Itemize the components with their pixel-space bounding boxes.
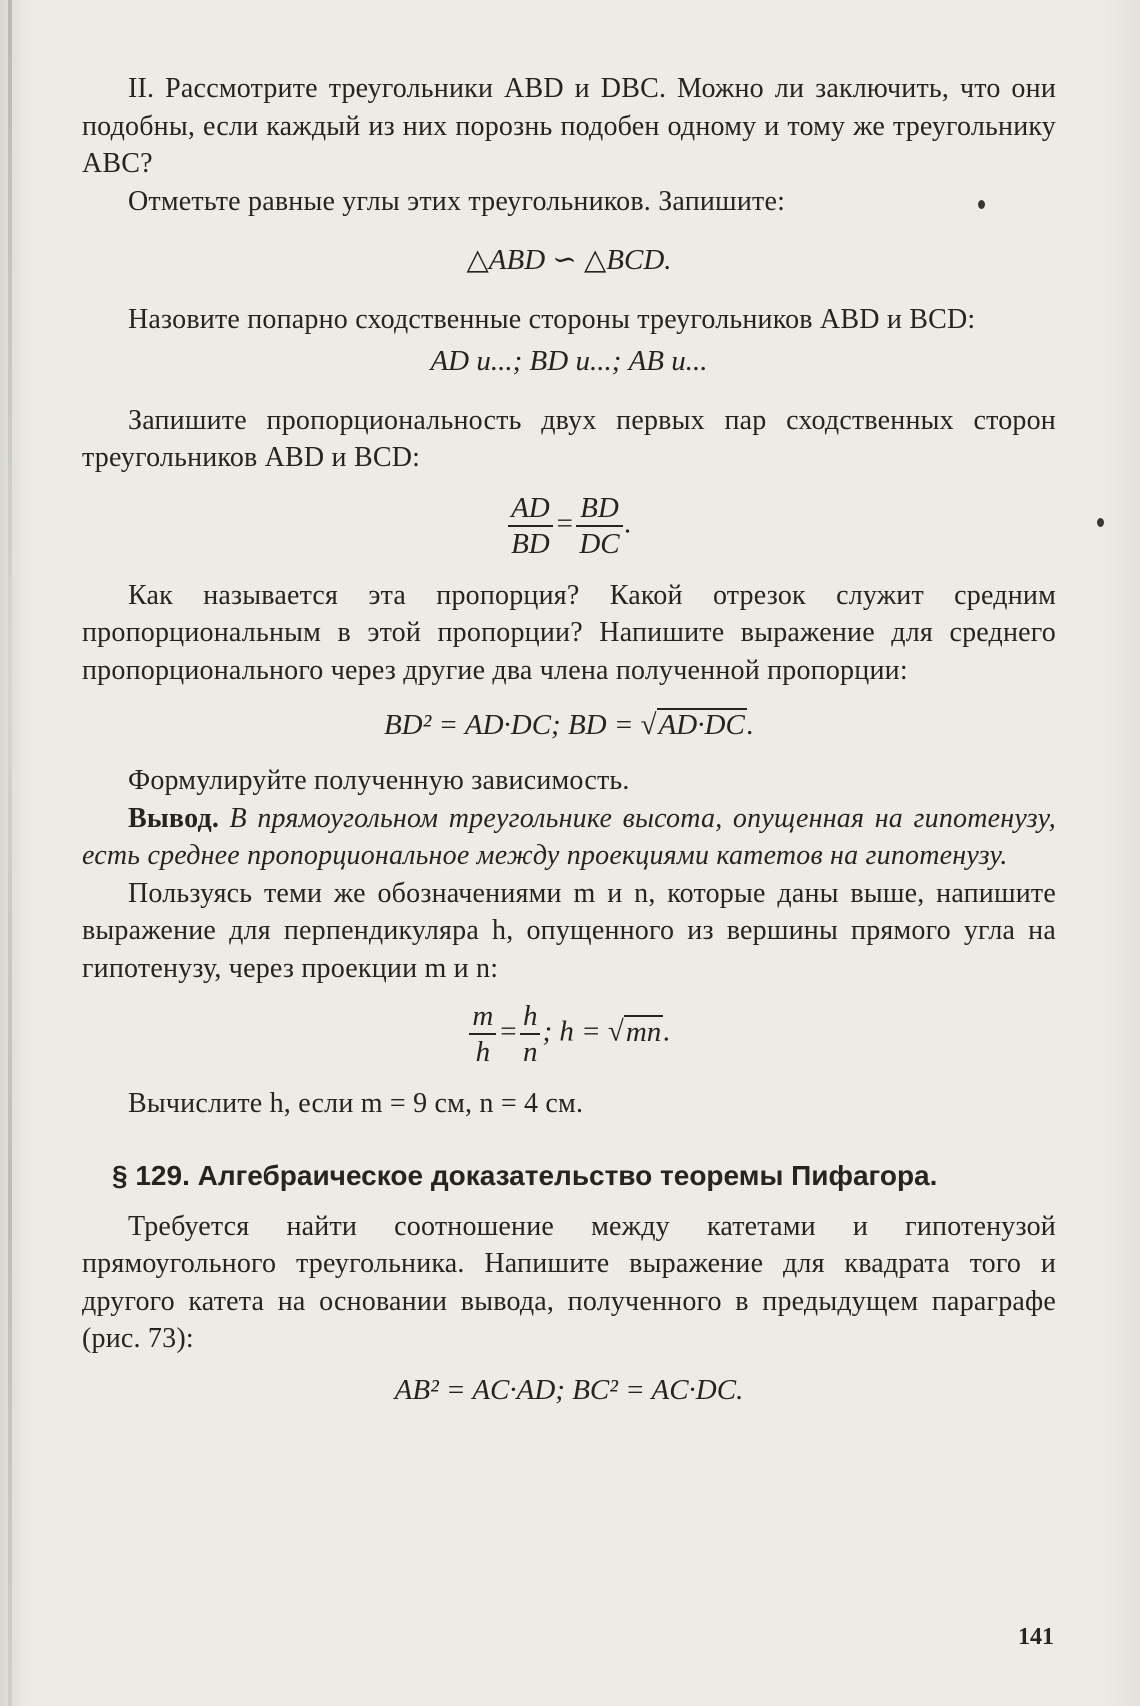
- ink-speck: [1097, 518, 1104, 527]
- page-content: [82, 70, 1056, 1409]
- fraction-numerator: m: [469, 999, 496, 1035]
- equation-h: [82, 999, 1056, 1069]
- equals-sign: =: [554, 507, 575, 540]
- fraction-h-n: [520, 999, 541, 1069]
- paragraph-6: Формулируйте полученную зависимость.: [128, 765, 630, 796]
- conclusion-label: Вывод.: [128, 802, 220, 834]
- fraction-denominator: h: [475, 1036, 491, 1068]
- paragraph-4: Запишите пропорциональность двух первых пар сходственных сторон треугольников ABD и BCD:: [82, 404, 1056, 473]
- equation-final: AB² = AC·AD; BC² = AC·DC.: [394, 1373, 744, 1406]
- paragraph-5: Как называется эта пропорция? Какой отрезок служит средним пропорциональным в этой пропорции? Напишите выражение для среднего пропорционального через другие два члена полученной пропорции:: [82, 579, 1056, 686]
- conclusion-text: В прямоугольном треугольнике высота, опущенная на гипотенузу, есть среднее пропорциональное между проекциями катетов на гипотенузу.: [82, 802, 1056, 871]
- paragraph-7: Пользуясь теми же обозначениями m и n, которые даны выше, напишите выражение для перпендикуляра h, опущенного из вершины прямого угла на гипотенузу, через проекции m и n:: [82, 877, 1056, 984]
- fraction-bd-dc: [576, 491, 622, 561]
- page-number: 141: [1018, 1624, 1054, 1650]
- paragraph-1: II. Рассмотрите треугольники ABD и DBC. Можно ли заключить, что они подобны, если каждый из них порознь подобен одному и тому же треугольнику ABC?: [82, 73, 1056, 179]
- equation-end: .: [624, 507, 632, 540]
- radical-content: AD·DC: [658, 709, 745, 741]
- conclusion: [82, 800, 1056, 875]
- ink-speck: [978, 200, 985, 209]
- fraction-m-h: [469, 999, 496, 1069]
- fraction-ad-bd: [508, 491, 553, 561]
- paragraph-9: Требуется найти соотношение между катетами и гипотенузой прямоугольного треугольника. Напишите выражение для квадрата того и другого катета на основании вывода, полученного в предыдущем параграфе (рис. 73):: [82, 1210, 1056, 1354]
- equals-sign: =: [498, 1015, 518, 1048]
- section-title: § 129. Алгебраическое доказательство теоремы Пифагора.: [112, 1159, 938, 1191]
- radical-content: mn: [625, 1015, 662, 1048]
- equation-similar: △ABD ∽ △BCD.: [466, 244, 672, 276]
- paragraph-2: Отметьте равные углы этих треугольников. Запишите:: [128, 185, 786, 217]
- fraction-denominator: DC: [579, 527, 620, 560]
- book-spine-shadow: [8, 0, 12, 1706]
- equation-end: .: [746, 709, 755, 741]
- equation-h-mid: ; h = √: [542, 1015, 624, 1048]
- equation-end: .: [663, 1015, 671, 1048]
- paragraph-8: Вычислите h, если m = 9 см, n = 4 см.: [128, 1088, 584, 1119]
- fraction-numerator: AD: [508, 491, 553, 527]
- equation-bd-left: BD² = AD·DC; BD = √: [383, 709, 657, 741]
- paragraph-3: Назовите попарно сходственные стороны треугольников ABD и BCD:: [128, 304, 976, 335]
- fraction-numerator: BD: [576, 491, 622, 527]
- fraction-denominator: n: [522, 1036, 538, 1068]
- equation-pairs: AD и...; BD и...; AB и...: [430, 344, 708, 377]
- fraction-denominator: BD: [511, 527, 550, 560]
- equation-proportion: [82, 491, 1056, 561]
- equation-bd: [82, 707, 1056, 744]
- fraction-numerator: h: [520, 999, 541, 1035]
